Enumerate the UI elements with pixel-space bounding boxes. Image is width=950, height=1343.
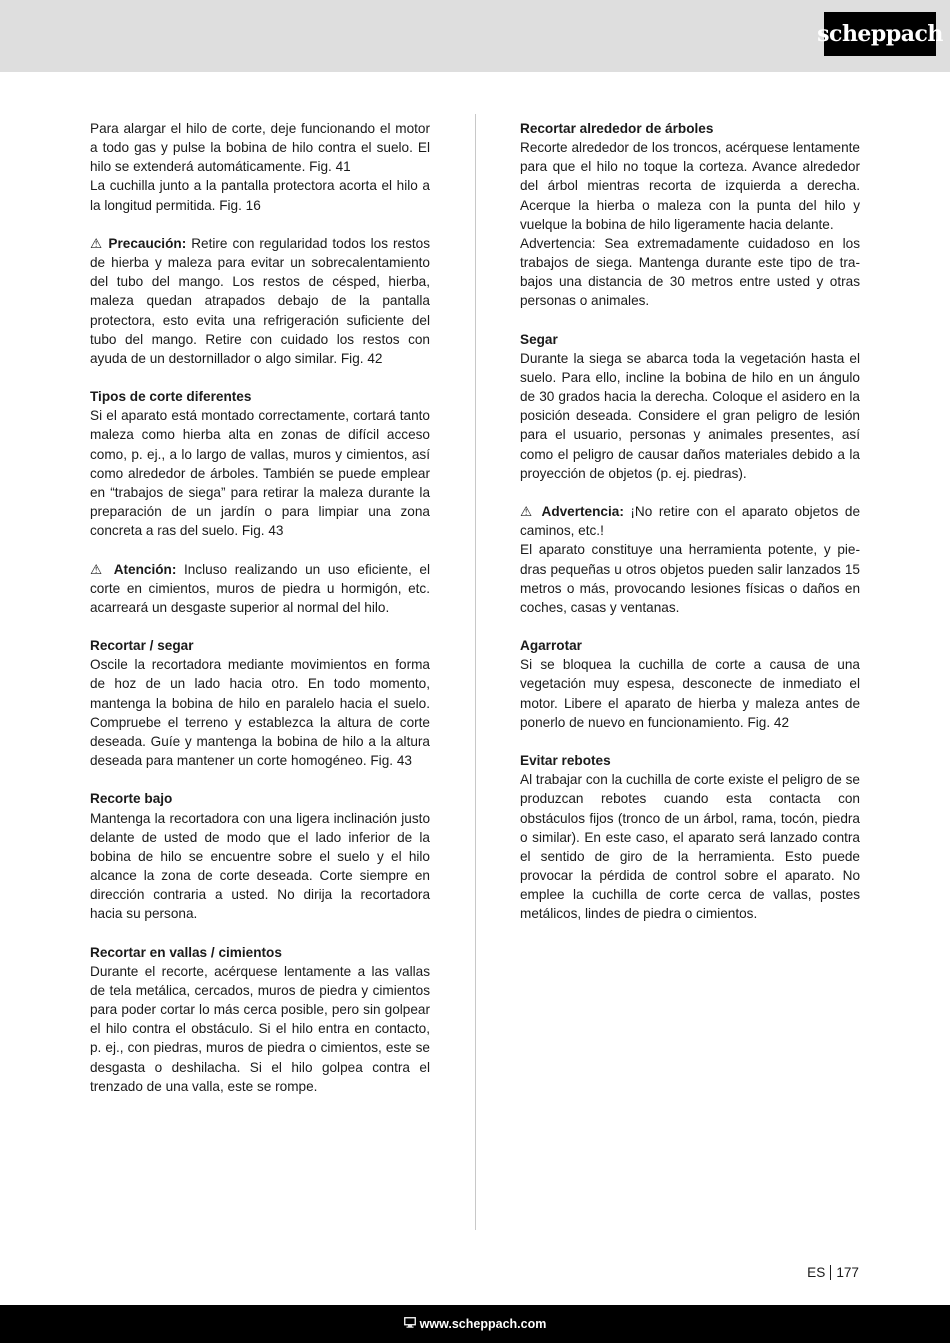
section-title: Agarrotar [520,638,582,654]
website-link[interactable]: www.scheppach.com [419,1317,547,1331]
logo-text: scheppach [817,21,943,47]
section-title: Recorte bajo [90,791,173,807]
page-header [0,0,950,72]
warning-paragraph [520,502,860,617]
section-body: Advertencia: Sea extremadamente cuidadoso en los trabajos de siega. Mantenga durante este tipo de trabajos una distancia de 30 metros entre usted y otras personas o animales. [520,235,860,309]
intro-paragraph [90,119,430,215]
section-title: Tipos de corte diferentes [90,389,252,405]
caution-text: Retire con regularidad todos los restos de hierba y maleza para evitar un sobrecalentamiento del tubo del mango. Los restos de césped, hierba, maleza quedan atrapados debajo de la pantalla protectora, esto evita una refrigeración suficiente del tubo del mango. Retire con cuidado los restos con ayuda de un destornillador o algo similar. Fig. 42 [90,235,430,366]
paragraph-text: Para alargar el hilo de corte, deje funcionando el motor a todo gas y pulse la bobina de hilo contra el suelo. El hilo se extenderá automáticamente. Fig. 41 [90,121,430,175]
attention-text: Incluso realizando un uso eficiente, el corte en cimientos, muros de piedra u hormigón, etc. acarreará un desgaste superior al normal del hilo. [90,561,431,615]
section-body: Durante la siega se abarca toda la vegetación hasta el suelo. Para ello, incline la bobina de hilo en un ángulo de 30 grados hacia la derecha. Coloque el asidero en la posición deseada. Considere el gran peligro de lesión para el usuario, personas y animales presentes, así como el peligro de causar daños materiales debido a la proyección de objetos (p. ej. piedras). [520,350,860,481]
section-jamming [520,636,860,732]
section-body: Si el aparato está montado correctamente, cortará tanto maleza como hierba alta en zonas de difícil acceso como, p. ej., a lo largo de vallas, muros y cimientos, así como alrededor de árboles. También se puede emplear en “trabajos de siega” para retirar la maleza durante la preparación de un jardín o para limpiar una zona concreta a ras del suelo. Fig. 43 [90,408,430,539]
section-title: Evitar rebotes [520,753,611,769]
section-trim-mow [90,636,430,770]
section-title: Recortar en vallas / cimientos [90,944,282,960]
section-low-cut [90,789,430,923]
attention-paragraph [90,560,430,617]
section-body: Recorte alrededor de los troncos, acérquese lentamente para que el hilo no toque la corteza. Avance alrededor del árbol mientras recorta de izquierda a derecha. Acerque la hierba o maleza con la punta del hilo y vuelque la bobina de hilo ligeramente hacia delante. [520,140,860,232]
section-kickback [520,751,860,923]
section-body: Al trabajar con la cuchilla de corte existe el peligro de se produzcan rebotes cuando esta contacta con obstáculos fijos (tronco de un árbol, rama, tocón, piedra o similar). En este caso, el aparato será lanzado contra el sentido de giro de la herramienta. Esto puede provocar la pérdida de control sobre el aparato. No emplee la cuchilla de corte cerca de vallas, postes metálicos, lindes de piedra o cimientos. [520,772,860,922]
page-footer [0,1305,950,1343]
caution-paragraph [90,234,430,368]
page-number-value: 177 [836,1265,859,1280]
section-body: Durante el recorte, acérquese lentamente a las vallas de tela metálica, cercados, muros de piedra y cimientos para poder cortar lo más cerca posible, pero sin golpear el hilo contra el obstáculo. Si el hilo entra en contacto, p. ej., con piedras, muros de piedra o cimientos, este se desgasta o deshilacha. Si el hilo golpea contra el trenzado de una valla, este se rompe. [90,963,430,1094]
attention-label: Atención: [113,561,177,577]
section-title: Recortar / segar [90,638,194,654]
section-body: Oscile la recortadora mediante movimientos en forma de hoz de un lado hacia otro. En todo momento, mantenga la bobina de hilo en paralelo hacia el suelo. Compruebe el terreno y establezca la altura de corte deseada. Guíe y mantenga la bobina de hilo a la altura deseada para mantener un corte homogéneo. Fig. 43 [90,657,430,769]
warning-triangle-icon: ⚠ [90,235,104,251]
monitor-icon [404,1317,416,1331]
warning-text: ¡No retire con el aparato objetos de caminos, etc.! [520,504,861,539]
scheppach-logo [817,12,943,56]
warning-body: El aparato constituye una herramienta potente, y piedras pequeñas u otros objetos pueden salir lanzados 15 metros o más, provocando lesiones físicas o daños en coches, casas y ventanas. [520,542,860,615]
section-fences [90,943,430,1096]
left-column [90,119,430,1115]
section-trees [520,119,860,311]
section-title: Segar [520,331,558,347]
paragraph-text: La cuchilla junto a la pantalla protectora acorta el hilo a la longitud permitida. Fig. 16 [90,178,430,213]
column-divider [475,114,476,1230]
right-column [520,119,860,943]
language-code: ES [807,1265,826,1280]
warning-label: Advertencia: [541,504,624,520]
section-mowing [520,330,860,483]
section-cut-types [90,387,430,540]
section-body: Si se bloquea la cuchilla de corte a causa de una vegetación muy espesa, desconecte de inmediato el motor. Libere el aparato de hierba y maleza antes de ponerlo de nuevo en funcionamiento. Fig. 42 [520,657,860,730]
caution-label: Precaución: [108,235,187,251]
section-body: Mantenga la recortadora con una ligera inclinación justo delante de usted de modo que el lado inferior de la bobina de hilo se encuentre sobre el suelo y el hilo alcance la zona de corte deseada. Corte siempre en dirección contraria a usted. No dirija la recortadora hacia su persona. [90,810,430,922]
warning-triangle-icon: ⚠ [90,561,107,577]
warning-triangle-icon: ⚠ [520,504,535,520]
section-title: Recortar alrededor de árboles [520,121,714,136]
page-number [807,1265,859,1280]
page-number-separator [830,1265,831,1280]
